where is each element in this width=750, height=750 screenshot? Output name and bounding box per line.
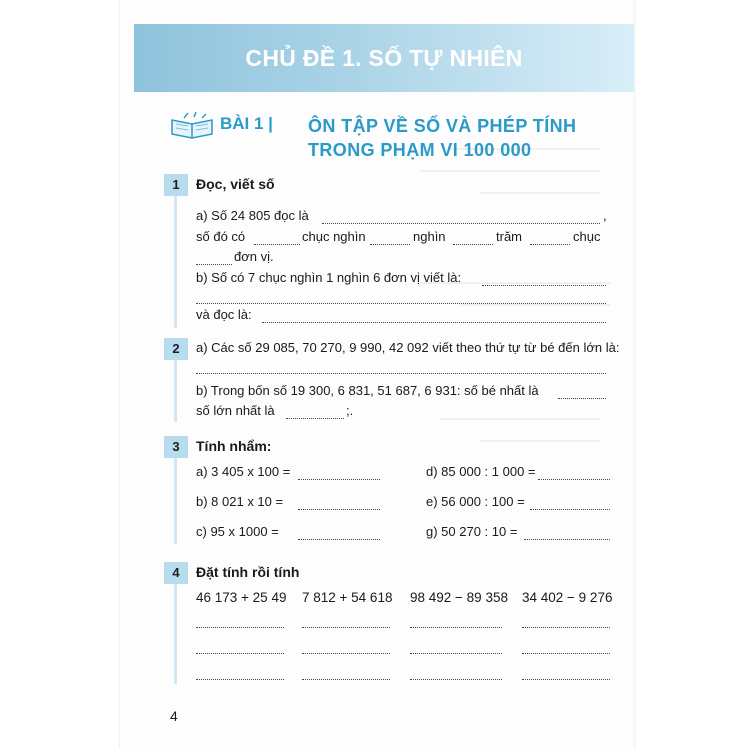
answer-blank[interactable] xyxy=(524,538,610,540)
ex1-a-line3: đơn vị. xyxy=(234,249,274,264)
answer-blank[interactable] xyxy=(262,321,606,323)
exercise-3-number: 3 xyxy=(164,436,188,458)
exercise-1-bar xyxy=(174,196,177,328)
answer-blank[interactable] xyxy=(196,652,284,654)
answer-blank[interactable] xyxy=(196,372,606,374)
ex1-a-line2-p4: trăm xyxy=(496,229,522,244)
answer-blank[interactable] xyxy=(482,284,606,286)
answer-blank[interactable] xyxy=(522,678,610,680)
ex3-item-a: a) 3 405 x 100 = xyxy=(196,464,291,479)
ex3-item-g: g) 50 270 : 10 = xyxy=(426,524,518,539)
exercise-4-bar xyxy=(174,584,177,684)
ex1-a-line1-end: , xyxy=(603,208,607,223)
answer-blank[interactable] xyxy=(298,478,380,480)
ex2-b-line2-end: ;. xyxy=(346,403,354,418)
topic-title: CHỦ ĐỀ 1. SỐ TỰ NHIÊN xyxy=(245,45,523,71)
topic-banner xyxy=(134,24,634,92)
exercise-3-title: Tính nhẩm: xyxy=(196,438,272,454)
ex1-a-line2-p3: nghìn xyxy=(413,229,446,244)
answer-blank[interactable] xyxy=(530,243,570,245)
answer-blank[interactable] xyxy=(410,626,502,628)
ex3-item-b: b) 8 021 x 10 = xyxy=(196,494,284,509)
exercise-3-bar xyxy=(174,458,177,544)
ex1-a-line1: a) Số 24 805 đọc là xyxy=(196,208,309,223)
ex1-a-line2-p1: số đó có xyxy=(196,229,246,244)
page-number: 4 xyxy=(170,708,178,724)
open-book-icon xyxy=(168,112,216,144)
answer-blank[interactable] xyxy=(453,243,493,245)
ex4-problem-1: 46 173 + 25 49 xyxy=(196,590,287,605)
ex1-a-line2-p2: chục nghìn xyxy=(302,229,366,244)
answer-blank[interactable] xyxy=(196,263,232,265)
ex2-b-line2-p1: số lớn nhất là xyxy=(196,403,275,418)
exercise-1-title: Đọc, viết số xyxy=(196,176,275,192)
ex4-problem-4: 34 402 − 9 276 xyxy=(522,590,613,605)
answer-blank[interactable] xyxy=(286,417,344,419)
ex3-item-d: d) 85 000 : 1 000 = xyxy=(426,464,536,479)
textbook-page xyxy=(120,0,634,750)
answer-blank[interactable] xyxy=(538,478,610,480)
answer-blank[interactable] xyxy=(558,397,606,399)
answer-blank[interactable] xyxy=(530,508,610,510)
exercise-1-number: 1 xyxy=(164,174,188,196)
answer-blank[interactable] xyxy=(522,626,610,628)
exercise-2-number: 2 xyxy=(164,338,188,360)
ex3-item-c: c) 95 x 1000 = xyxy=(196,524,279,539)
answer-blank[interactable] xyxy=(370,243,410,245)
ex3-item-e: e) 56 000 : 100 = xyxy=(426,494,525,509)
answer-blank[interactable] xyxy=(254,243,300,245)
lesson-title-line2: TRONG PHẠM VI 100 000 xyxy=(308,140,532,160)
answer-blank[interactable] xyxy=(302,678,390,680)
ex1-b-line3: và đọc là: xyxy=(196,307,252,322)
lesson-label: BÀI 1 | xyxy=(220,114,273,133)
exercise-4-title: Đặt tính rồi tính xyxy=(196,564,300,580)
answer-blank[interactable] xyxy=(196,626,284,628)
answer-blank[interactable] xyxy=(302,652,390,654)
ex1-b-line1: b) Số có 7 chục nghìn 1 nghìn 6 đơn vị viết là: xyxy=(196,270,462,285)
answer-blank[interactable] xyxy=(196,302,606,304)
answer-blank[interactable] xyxy=(298,508,380,510)
answer-blank[interactable] xyxy=(410,678,502,680)
exercise-2-bar xyxy=(174,360,177,422)
ex2-b-line1: b) Trong bốn số 19 300, 6 831, 51 687, 6 931: số bé nhất là xyxy=(196,383,539,398)
ex2-a-line1: a) Các số 29 085, 70 270, 9 990, 42 092 viết theo thứ tự từ bé đến lớn là: xyxy=(196,340,620,355)
lesson-title xyxy=(308,114,576,162)
ex4-problem-3: 98 492 − 89 358 xyxy=(410,590,508,605)
answer-blank[interactable] xyxy=(522,652,610,654)
answer-blank[interactable] xyxy=(322,222,600,224)
ex1-a-line2-p5: chục xyxy=(573,229,601,244)
answer-blank[interactable] xyxy=(410,652,502,654)
answer-blank[interactable] xyxy=(302,626,390,628)
exercise-4-number: 4 xyxy=(164,562,188,584)
lesson-title-line1: ÔN TẬP VỀ SỐ VÀ PHÉP TÍNH xyxy=(308,116,577,136)
answer-blank[interactable] xyxy=(196,678,284,680)
lesson-heading xyxy=(168,106,608,166)
ex4-problem-2: 7 812 + 54 618 xyxy=(302,590,393,605)
answer-blank[interactable] xyxy=(298,538,380,540)
